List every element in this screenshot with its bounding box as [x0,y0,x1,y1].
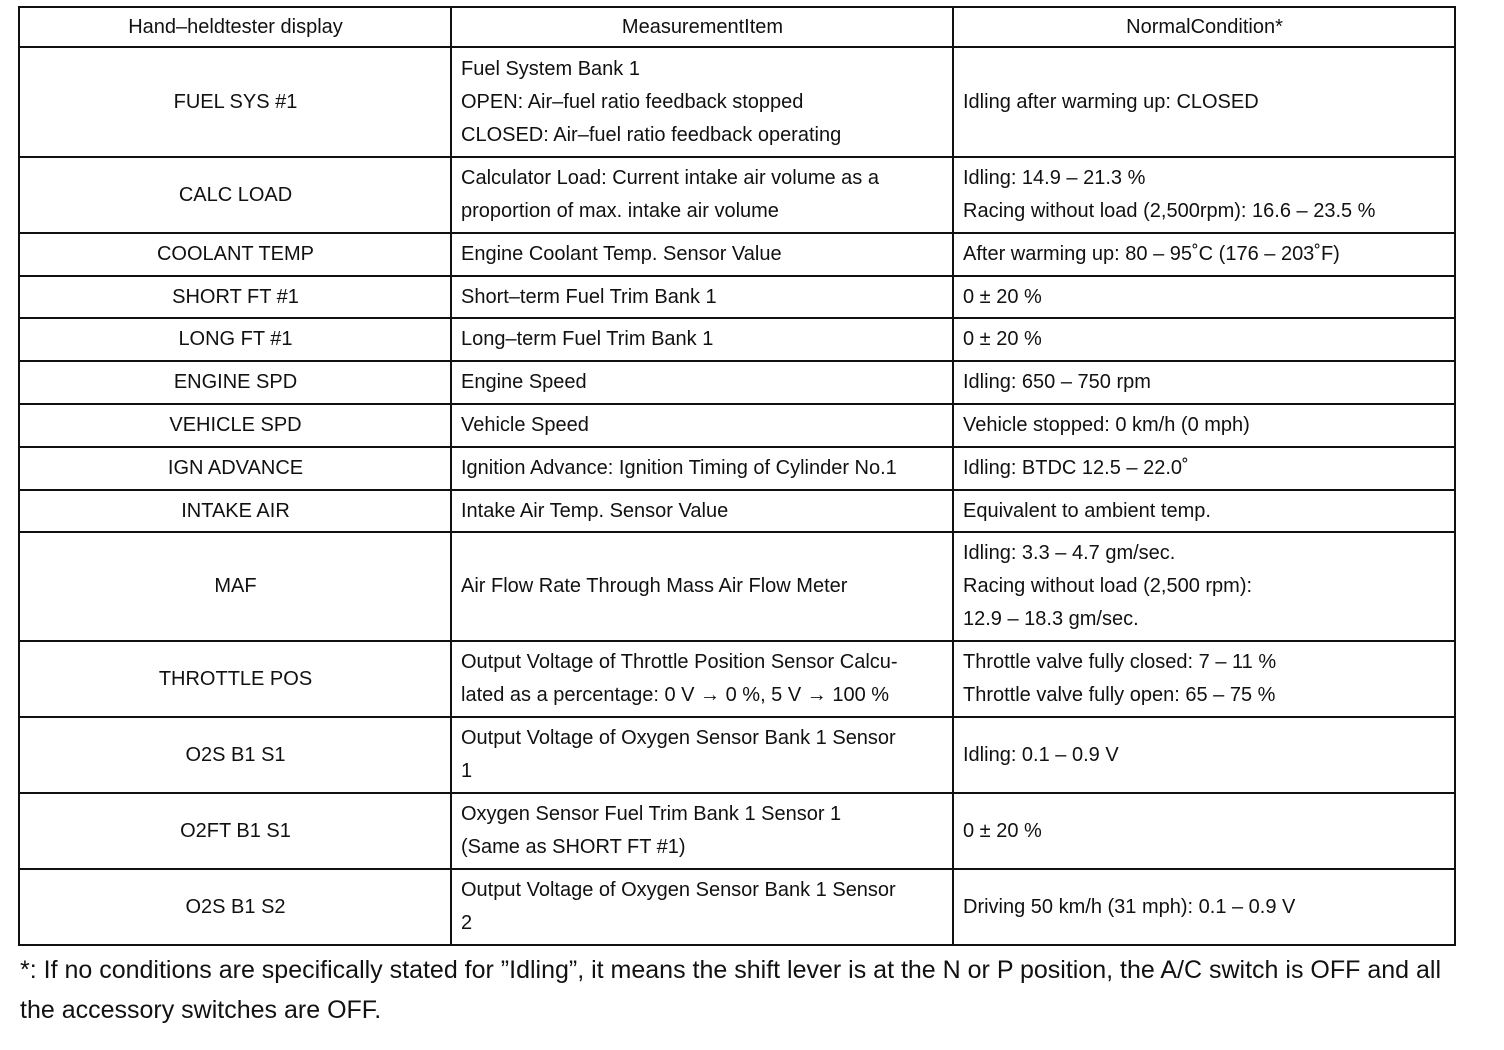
cell-measurement-item [451,490,953,532]
measurement-item-line: lated as a percentage: 0 V → 0 %, 5 V → 100 % [461,684,890,706]
cell-measurement-item [451,361,953,404]
measurement-item-line: Engine Coolant Temp. Sensor Value [461,243,782,265]
table-row [19,532,1455,641]
cell-tester-display: THROTTLE POS [19,641,451,717]
table-row [19,157,1455,233]
table-row [19,47,1455,157]
normal-condition-line: Vehicle stopped: 0 km/h (0 mph) [963,414,1250,436]
cell-tester-display: FUEL SYS #1 [19,47,451,157]
cell-normal-condition [953,276,1455,318]
measurement-item-line: Output Voltage of Oxygen Sensor Bank 1 Sensor [461,879,896,901]
normal-condition-line: Racing without load (2,500 rpm): [963,575,1253,597]
normal-condition-line: Idling after warming up: CLOSED [963,90,1259,113]
measurement-item-line: Vehicle Speed [461,414,589,436]
measurement-item-line: 1 [461,760,473,782]
footnote: *: If no conditions are specifically stated for ”Idling”, it means the shift lever is at the N or P position, the A/C switch is OFF and all the accessory switches are OFF. [20,956,1442,1024]
table-row [19,404,1455,447]
measurement-item-line: Oxygen Sensor Fuel Trim Bank 1 Sensor 1 [461,803,842,825]
measurement-item-line: proportion of max. intake air volume [461,200,779,222]
normal-condition-line: Idling: 0.1 – 0.9 V [963,743,1119,766]
cell-normal-condition [953,157,1455,233]
table-header-row [19,7,1455,47]
measurement-item-line: CLOSED: Air–fuel ratio feedback operating [461,123,842,146]
cell-tester-display: INTAKE AIR [19,490,451,532]
measurement-item-line: 2 [461,912,473,934]
cell-measurement-item [451,404,953,447]
cell-measurement-item [451,793,953,869]
cell-normal-condition [953,641,1455,717]
cell-normal-condition [953,532,1455,641]
cell-normal-condition [953,47,1455,157]
cell-tester-display: O2S B1 S2 [19,869,451,945]
cell-tester-display: CALC LOAD [19,157,451,233]
measurement-item-line: Output Voltage of Throttle Position Sensor Calcu- [461,651,898,673]
cell-tester-display: LONG FT #1 [19,318,451,361]
cell-tester-display: VEHICLE SPD [19,404,451,447]
normal-condition-line: 0 ± 20 % [963,285,1042,308]
header-normal-condition: NormalCondition* [953,7,1455,47]
measurement-item-line: (Same as SHORT FT #1) [461,836,686,858]
cell-measurement-item [451,641,953,717]
cell-normal-condition [953,869,1455,945]
cell-measurement-item [451,276,953,318]
cell-measurement-item [451,532,953,641]
normal-condition-line: Driving 50 km/h (31 mph): 0.1 – 0.9 V [963,895,1296,918]
normal-condition-line: Throttle valve fully open: 65 – 75 % [963,684,1276,706]
table-row [19,447,1455,490]
measurement-item-line: Calculator Load: Current intake air volume as a [461,167,879,189]
cell-measurement-item [451,233,953,276]
cell-tester-display: O2FT B1 S1 [19,793,451,869]
table-row [19,793,1455,869]
cell-normal-condition [953,447,1455,490]
cell-tester-display: SHORT FT #1 [19,276,451,318]
cell-normal-condition [953,361,1455,404]
table-row [19,869,1455,945]
normal-condition-line: Racing without load (2,500rpm): 16.6 – 23.5 % [963,200,1376,222]
measurement-item-line: Ignition Advance: Ignition Timing of Cylinder No.1 [461,457,897,479]
table-row [19,717,1455,793]
cell-normal-condition [953,233,1455,276]
measurement-item-line: Air Flow Rate Through Mass Air Flow Meter [461,575,848,597]
cell-tester-display: ENGINE SPD [19,361,451,404]
table-row [19,490,1455,532]
measurement-item-line: Fuel System Bank 1 [461,57,640,80]
cell-tester-display: O2S B1 S1 [19,717,451,793]
normal-condition-line: Throttle valve fully closed: 7 – 11 % [963,651,1277,673]
cell-normal-condition [953,404,1455,447]
measurement-item-line: Short–term Fuel Trim Bank 1 [461,285,717,308]
measurement-item-line: Intake Air Temp. Sensor Value [461,499,729,522]
normal-condition-line: 0 ± 20 % [963,328,1042,350]
measurement-item-line: Output Voltage of Oxygen Sensor Bank 1 Sensor [461,727,896,749]
normal-condition-line: Idling: 3.3 – 4.7 gm/sec. [963,542,1176,564]
table-row [19,233,1455,276]
table-row [19,276,1455,318]
normal-condition-line: 0 ± 20 % [963,819,1042,842]
cell-measurement-item [451,47,953,157]
cell-normal-condition [953,717,1455,793]
measurement-item-line: Long–term Fuel Trim Bank 1 [461,328,714,350]
normal-condition-line: Idling: 650 – 750 rpm [963,371,1151,393]
normal-condition-line: Idling: BTDC 12.5 – 22.0˚ [963,457,1189,479]
header-tester-display: Hand–heldtester display [19,7,451,47]
normal-condition-line: After warming up: 80 – 95˚C (176 – 203˚F) [963,243,1340,265]
measurement-item-line: Engine Speed [461,371,587,393]
normal-condition-line: 12.9 – 18.3 gm/sec. [963,608,1139,630]
table-row [19,318,1455,361]
cell-measurement-item [451,318,953,361]
data-list-table [18,6,1456,946]
cell-measurement-item [451,717,953,793]
cell-tester-display: COOLANT TEMP [19,233,451,276]
cell-measurement-item [451,157,953,233]
cell-normal-condition [953,318,1455,361]
measurement-item-line: OPEN: Air–fuel ratio feedback stopped [461,90,804,113]
cell-tester-display: MAF [19,532,451,641]
normal-condition-line: Equivalent to ambient temp. [963,499,1211,522]
header-measurement-item: MeasurementItem [451,7,953,47]
table-row [19,361,1455,404]
cell-normal-condition [953,490,1455,532]
table-row [19,641,1455,717]
normal-condition-line: Idling: 14.9 – 21.3 % [963,167,1146,189]
cell-tester-display: IGN ADVANCE [19,447,451,490]
cell-measurement-item [451,447,953,490]
cell-measurement-item [451,869,953,945]
cell-normal-condition [953,793,1455,869]
